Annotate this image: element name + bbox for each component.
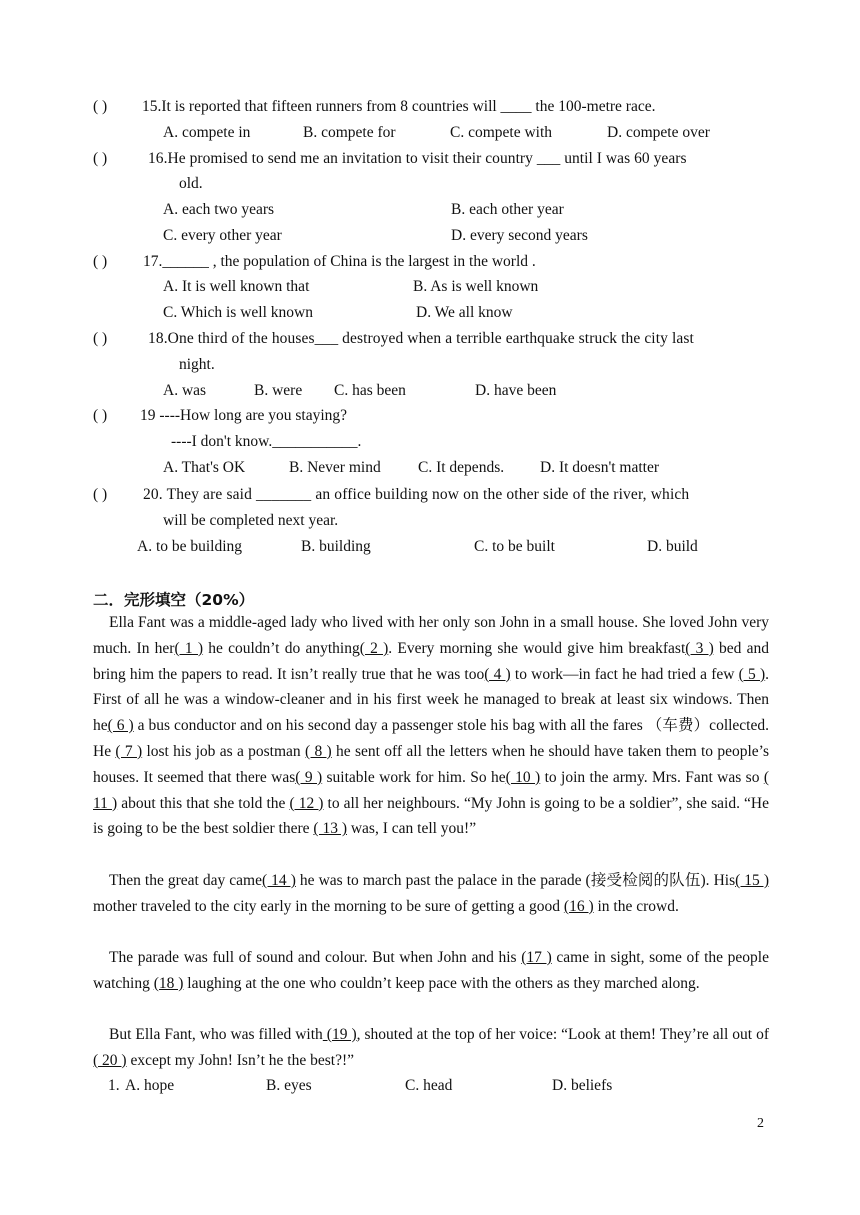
question-stem: 20. They are said _______ an office building now on the other side of the river, which	[143, 486, 690, 503]
passage-text: except my John! Isn’t he the best?!”	[126, 1051, 354, 1069]
passage-paragraph-1	[93, 610, 769, 842]
passage-text: to work—in fact he had tried a few	[510, 665, 739, 683]
cloze-blank[interactable]: ( 15 )	[735, 872, 770, 889]
option-number: 1.	[108, 1077, 120, 1094]
answer-blank[interactable]: ( )	[93, 407, 108, 424]
cloze-blank[interactable]: ( 12 )	[289, 794, 324, 812]
question-stem: 17.______ , the population of China is the largest in the world .	[143, 253, 536, 270]
option-d: D. build	[647, 538, 698, 555]
option-a: A. each two years	[163, 201, 275, 218]
cloze-blank[interactable]: (19 )	[322, 1026, 357, 1043]
cloze-blank[interactable]: (16 )	[563, 897, 594, 915]
option-a: A. to be building	[137, 538, 243, 555]
option-b: B. compete for	[303, 124, 396, 141]
question-stem: 15.It is reported that fifteen runners from 8 countries will ____ the 100-metre race.	[142, 98, 656, 115]
option-d: D. beliefs	[552, 1077, 613, 1094]
passage-text: , shouted at the top of her voice: “Look at them! They’re all out of	[356, 1026, 769, 1043]
passage-text: laughing at the one who couldn’t keep pace with the others as they marched along.	[183, 974, 700, 992]
passage-text: a bus conductor and on his second day a passenger stole his bag with all the fares （车费）collected. He	[93, 717, 769, 760]
passage-text: mother traveled to the city early in the morning to be sure of getting a good	[93, 897, 564, 915]
passage-paragraph-2	[93, 868, 769, 920]
question-stem-continued: ----I don't know.___________.	[171, 433, 362, 450]
passage-text: came in sight, some of the people watching	[93, 949, 769, 992]
cloze-blank[interactable]: ( 1 )	[174, 639, 204, 657]
passage-text: Ella Fant was a middle-aged lady who lived with her only son John in a small house. She loved John very much. In her	[93, 614, 769, 657]
cloze-blank[interactable]: ( 6 )	[107, 717, 134, 735]
question-stem-continued: old.	[179, 175, 203, 192]
passage-text: to join the army. Mrs. Fant was so	[540, 768, 764, 786]
option-c: C. compete with	[450, 124, 553, 141]
option-a: A. was	[163, 382, 207, 399]
answer-blank[interactable]: ( )	[93, 330, 108, 347]
option-d: D. have been	[475, 382, 557, 399]
option-c: C. to be built	[474, 538, 555, 555]
option-b: B. were	[254, 382, 303, 399]
option-a: A. compete in	[163, 124, 251, 141]
cloze-blank[interactable]: ( 8 )	[305, 742, 332, 760]
cloze-blank[interactable]: ( 9 )	[295, 768, 323, 786]
passage-text: to all her neighbours. “My John is going to be a soldier”, she said. “He is going to be the best soldier there	[93, 794, 769, 838]
option-b: B. building	[301, 538, 371, 555]
answer-blank[interactable]: ( )	[93, 98, 108, 115]
option-a: A. It is well known that	[163, 278, 310, 295]
section-heading: 二．完形填空（20%）	[93, 591, 255, 609]
answer-blank[interactable]: ( )	[93, 150, 108, 167]
question-stem: 16.He promised to send me an invitation to visit their country ___ until I was 60 years	[148, 150, 687, 167]
passage-text: lost his job as a postman	[142, 742, 305, 760]
option-c: C. head	[405, 1077, 453, 1094]
question-stem-continued: night.	[179, 356, 215, 373]
cloze-blank[interactable]: (17 )	[521, 949, 552, 966]
passage-text: he was to march past the palace in the parade (接受检阅的队伍). His	[295, 872, 736, 889]
page-number: 2	[757, 1116, 764, 1131]
answer-blank[interactable]: ( )	[93, 486, 108, 503]
cloze-blank[interactable]: ( 14 )	[261, 872, 296, 889]
passage-text: he couldn’t do anything	[203, 639, 360, 657]
passage-text: . Every morning she would give him breakfast	[388, 639, 686, 657]
passage-text: The parade was full of sound and colour. But when John and his	[109, 949, 522, 966]
passage-text: suitable work for him. So he	[322, 768, 506, 786]
passage-text: he sent off all the letters when he should have taken them to people’s houses. It seemed that there was	[93, 742, 769, 786]
option-c: C. Which is well known	[163, 304, 313, 321]
cloze-blank[interactable]: ( 10 )	[505, 768, 541, 786]
option-c: C. It depends.	[418, 459, 505, 476]
option-b: B. Never mind	[289, 459, 381, 476]
passage-text: But Ella Fant, who was filled with	[109, 1026, 323, 1043]
cloze-blank[interactable]: ( 5 )	[738, 665, 766, 683]
option-b: B. each other year	[451, 201, 564, 218]
question-stem: 18.One third of the houses___ destroyed when a terrible earthquake struck the city last	[148, 330, 694, 347]
option-d: D. compete over	[607, 124, 710, 141]
question-stem-continued: will be completed next year.	[163, 512, 339, 529]
option-d: D. It doesn't matter	[540, 459, 660, 476]
passage-text: was, I can tell you!”	[346, 820, 477, 838]
cloze-blank[interactable]: ( 7 )	[115, 742, 143, 760]
passage-text: . First of all he was a window-cleaner and in his first week he managed to break at least six windows. Then he	[93, 665, 770, 735]
cloze-blank[interactable]: (18 )	[153, 974, 184, 992]
passage-paragraph-3	[93, 945, 769, 997]
cloze-blank[interactable]: ( 13 )	[313, 820, 347, 838]
option-a: A. hope	[125, 1077, 175, 1094]
passage-text: bed and bring him the papers to read. It isn’t really true that he was too	[93, 639, 770, 683]
cloze-blank[interactable]: ( 4 )	[484, 665, 511, 683]
passage-text: about this that she told the	[117, 794, 290, 812]
cloze-blank[interactable]: ( 20 )	[93, 1051, 127, 1069]
option-d: D. every second years	[451, 227, 588, 244]
option-c: C. every other year	[163, 227, 282, 244]
option-a: A. That's OK	[163, 459, 246, 476]
passage-paragraph-4	[93, 1022, 769, 1074]
option-b: B. eyes	[266, 1077, 312, 1094]
cloze-blank[interactable]: ( 11 )	[93, 768, 769, 812]
option-b: B. As is well known	[413, 278, 539, 295]
option-d: D. We all know	[416, 304, 513, 321]
passage-text: Then the great day came	[109, 872, 262, 889]
passage-text: in the crowd.	[593, 897, 679, 915]
cloze-blank[interactable]: ( 2 )	[359, 639, 389, 657]
option-c: C. has been	[334, 382, 406, 399]
cloze-blank[interactable]: ( 3 )	[685, 639, 714, 657]
question-stem: 19 ----How long are you staying?	[140, 407, 348, 424]
answer-blank[interactable]: ( )	[93, 253, 108, 270]
